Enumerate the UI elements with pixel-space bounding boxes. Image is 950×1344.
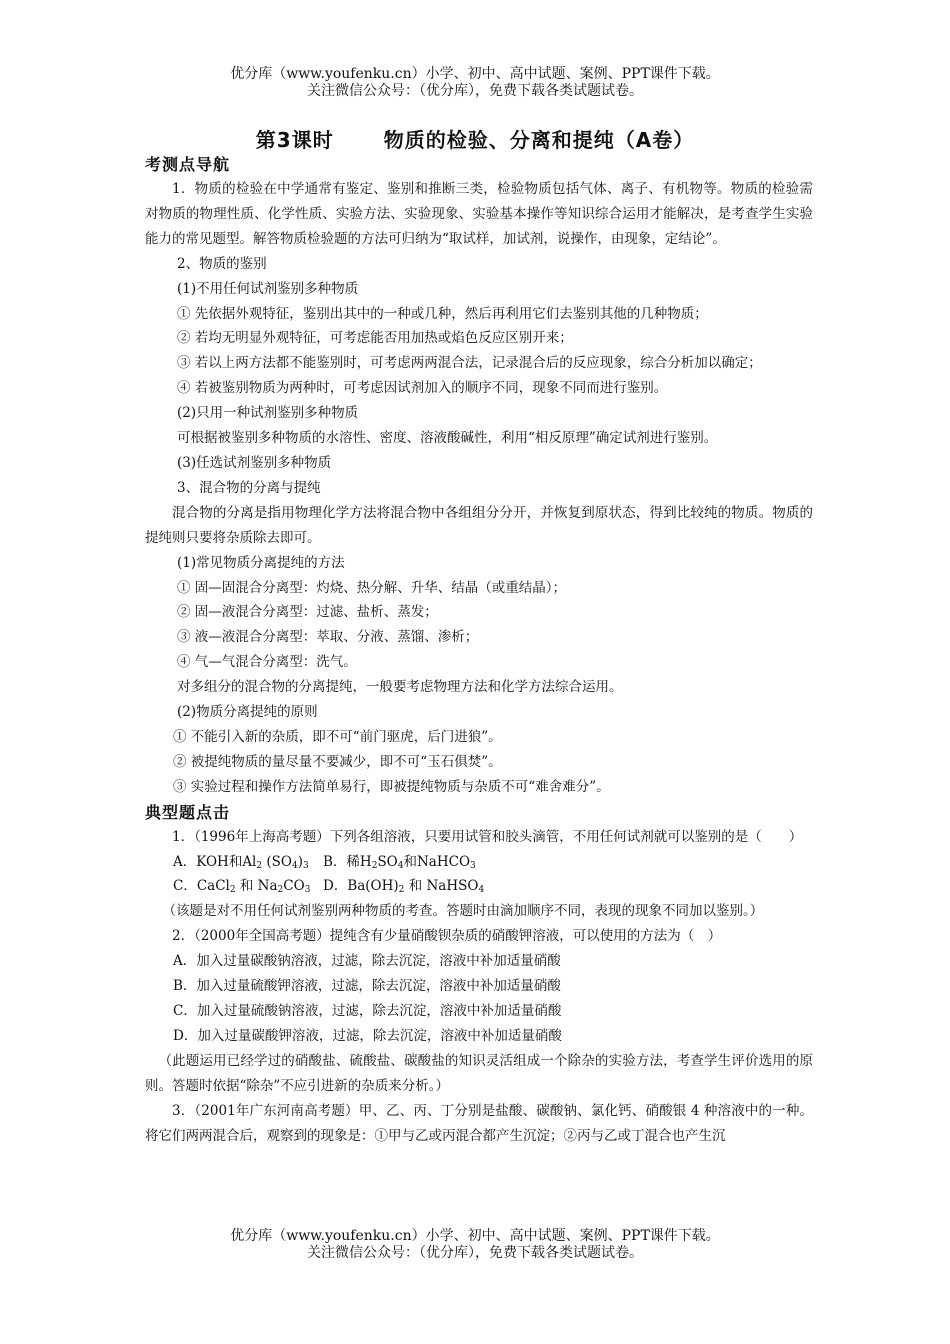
footer-line-1: 优分库（www.youfenku.cn）小学、初中、高中试题、案例、PPT课件下载。: [230, 1228, 720, 1244]
list-item: ④ 气—气混合分离型：洗气。: [177, 654, 357, 671]
list-item: ② 固—液混合分离型：过滤、盐析、蒸发；: [177, 604, 438, 621]
option-d: D．加入过量碳酸钾溶液，过滤，除去沉淀，溶液中补加适量硝酸: [173, 1027, 562, 1044]
option-row: [145, 874, 813, 899]
question-stem: 2．（2000年全国高考题）提纯含有少量硝酸钡杂质的硝酸钾溶液，可以使用的方法为（ ）: [172, 928, 722, 945]
question-note: （此题运用已经学过的硝酸盐、硫酸盐、碳酸盐的知识灵活组成一个除杂的实验方法，考查学生评价选用的原则。答题时依据“除杂”不应引进新的杂质来分析。）: [145, 1052, 813, 1094]
page-footer: [0, 1228, 950, 1262]
header-line-2: 关注微信公众号：（优分库），免费下载各类试题试卷。: [307, 83, 643, 99]
document-body: [145, 152, 813, 1148]
option-b: B．加入过量硫酸钾溶液，过滤，除去沉淀，溶液中补加适量硝酸: [173, 978, 561, 995]
list-item: ③ 实验过程和操作方法简单易行，即被提纯物质与杂质不可“难舍难分”。: [173, 778, 610, 795]
list-item: ④ 若被鉴别物质为两种时，可考虑因试剂加入的顺序不同，现象不同而进行鉴别。: [177, 380, 668, 397]
paragraph: 1．物质的检验在中学通常有鉴定、鉴别和推断三类，检验物质包括气体、离子、有机物等。物质的检验需对物质的物理性质、化学性质、实验方法、实验现象、实验基本操作等知识综合运用才能解决，是考查学生实验能力的常见题型。解答物质检验题的方法可归纳为“取试样，加试剂，说操作，由现象，定结论”。: [145, 181, 813, 247]
header-line-1: 优分库（www.youfenku.cn）小学、初中、高中试题、案例、PPT课件下载。: [230, 66, 720, 82]
subheading: 3、混合物的分离与提纯: [177, 479, 321, 496]
option-a: A．加入过量碳酸钠溶液，过滤，除去沉淀，溶液中补加适量硝酸: [173, 953, 561, 970]
footer-line-2: 关注微信公众号：（优分库），免费下载各类试题试卷。: [307, 1245, 643, 1261]
list-item: ③ 液—液混合分离型：萃取、分液、蒸馏、渗析；: [177, 629, 479, 646]
page-header: [0, 66, 950, 100]
list-item: ② 被提纯物质的量尽量不要减少，即不可“玉石俱焚”。: [173, 753, 502, 770]
list-item: ③ 若以上两方法都不能鉴别时，可考虑两两混合法，记录混合后的反应现象，综合分析加以确定；: [177, 355, 762, 372]
subheading: (2)物质分离提纯的原则: [177, 704, 318, 721]
option-a: A．KOH和$Al_2$ $(SO_4)_3$: [173, 853, 309, 871]
paragraph: 混合物的分离是指用物理化学方法将混合物中各组组分分开，并恢复到原状态，得到比较纯的物质。物质的提纯则只要将杂质除去即可。: [145, 504, 813, 546]
question-note: （该题是对不用任何试剂鉴别两种物质的考查。答题时由滴加顺序不同，表现的现象不同加以鉴别。）: [162, 903, 764, 920]
section-heading-guide: 考测点导航: [145, 155, 231, 174]
option-c: C．CaCl$_2$ 和 $Na_2CO_3$: [173, 878, 311, 896]
subheading: (1)常见物质分离提纯的方法: [177, 554, 345, 571]
paragraph: 可根据被鉴别多种物质的水溶性、密度、溶液酸碱性，利用“相反原理”确定试剂进行鉴别。: [177, 430, 718, 447]
question-stem: 1．（1996年上海高考题）下列各组溶液，只要用试管和胶头滴管，不用任何试剂就可以鉴别的是（ ）: [172, 828, 803, 845]
page-title: [0, 124, 950, 153]
subheading: (2)只用一种试剂鉴别多种物质: [177, 405, 359, 422]
option-b: B．稀$H_2SO_4$和NaHCO$_3$: [323, 853, 476, 871]
option-c: C．加入过量硫酸钠溶液，过滤，除去沉淀，溶液中补加适量硝酸: [173, 1003, 562, 1019]
subheading: 2、物质的鉴别: [177, 255, 267, 272]
question-stem: 3．（2001年广东河南高考题）甲、乙、丙、丁分别是盐酸、碳酸钠、氯化钙、硝酸银 4 种溶液中的一种。将它们两两混合后，观察到的现象是：①甲与乙或丙混合都产生沉淀；②丙与乙或丁混合也产生沉: [145, 1102, 813, 1144]
title-topic: 物质的检验、分离和提纯（A卷）: [383, 128, 695, 152]
list-item: ① 不能引入新的杂质，即不可“前门驱虎，后门进狼”。: [173, 728, 502, 745]
option-d: D．$Ba(OH)_2$ 和 NaHSO$_4$: [323, 878, 485, 896]
option-row: [145, 850, 813, 875]
paragraph: 对多组分的混合物的分离提纯，一般要考虑物理方法和化学方法综合运用。: [177, 679, 623, 696]
subheading: (1)不用任何试剂鉴别多种物质: [177, 280, 359, 297]
section-heading-examples: 典型题点击: [145, 802, 231, 822]
title-lesson: 第3课时: [255, 128, 334, 152]
list-item: ① 固—固混合分离型：灼烧、热分解、升华、结晶（或重结晶）；: [177, 579, 567, 596]
list-item: ① 先依据外观特征，鉴别出其中的一种或几种，然后再利用它们去鉴别其他的几种物质；: [177, 305, 708, 322]
subheading: (3)任选试剂鉴别多种物质: [177, 454, 332, 471]
list-item: ② 若均无明显外观特征，可考虑能否用加热或焰色反应区别开来；: [177, 330, 573, 347]
